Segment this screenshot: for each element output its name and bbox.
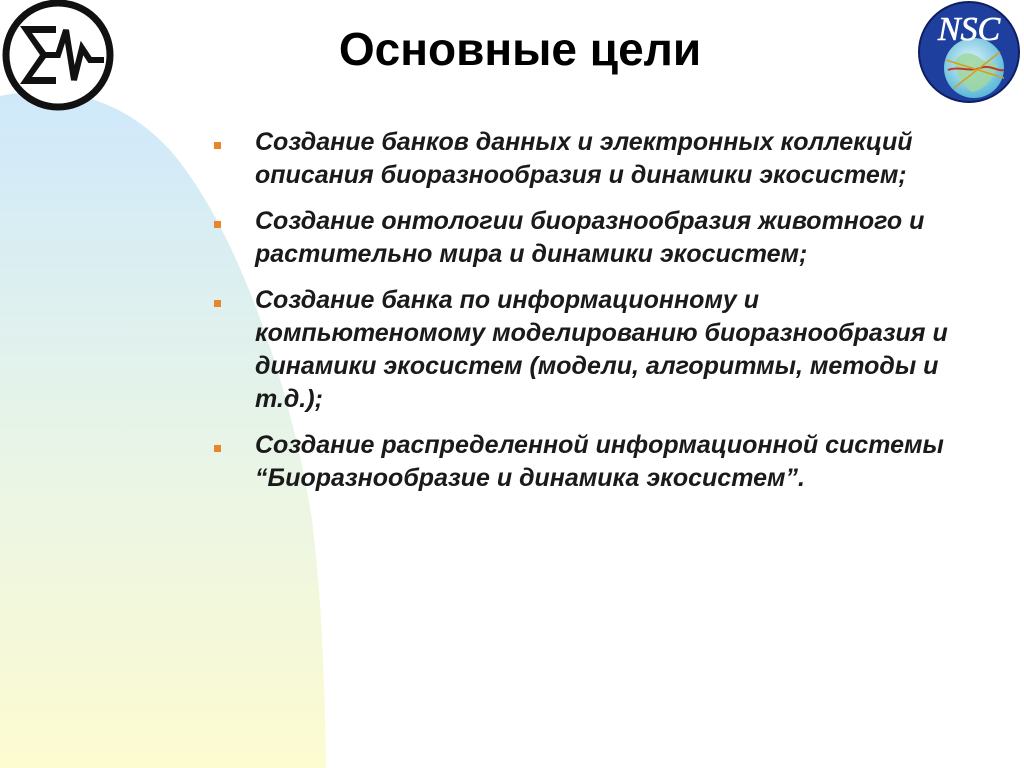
- goal-item: [214, 284, 1004, 416]
- square-bullet-icon: [214, 221, 221, 228]
- square-bullet-icon: [214, 300, 221, 307]
- goal-text: Создание банка по информационному и компьютеномому моделированию биоразнообразия и динамики экосистем (модели, алгоритмы, методы и т.д.);: [255, 286, 948, 413]
- goal-text: Создание онтологии биоразнообразия животного и растительно мира и динамики экосистем;: [255, 207, 925, 268]
- square-bullet-icon: [214, 142, 221, 149]
- goals-list: [214, 126, 1004, 508]
- goal-item: [214, 205, 1004, 271]
- slide-title: Основные цели: [338, 23, 702, 75]
- goal-text: Создание распределенной информационной системы “Биоразнообразие и динамика экосистем”.: [255, 431, 944, 492]
- square-bullet-icon: [214, 445, 221, 452]
- goal-item: [214, 429, 1004, 495]
- svg-text:NSC: NSC: [937, 11, 1001, 48]
- goal-item: [214, 126, 1004, 192]
- goal-text: Создание банков данных и электронных коллекций описания биоразнообразия и динамики экосистем;: [255, 128, 913, 189]
